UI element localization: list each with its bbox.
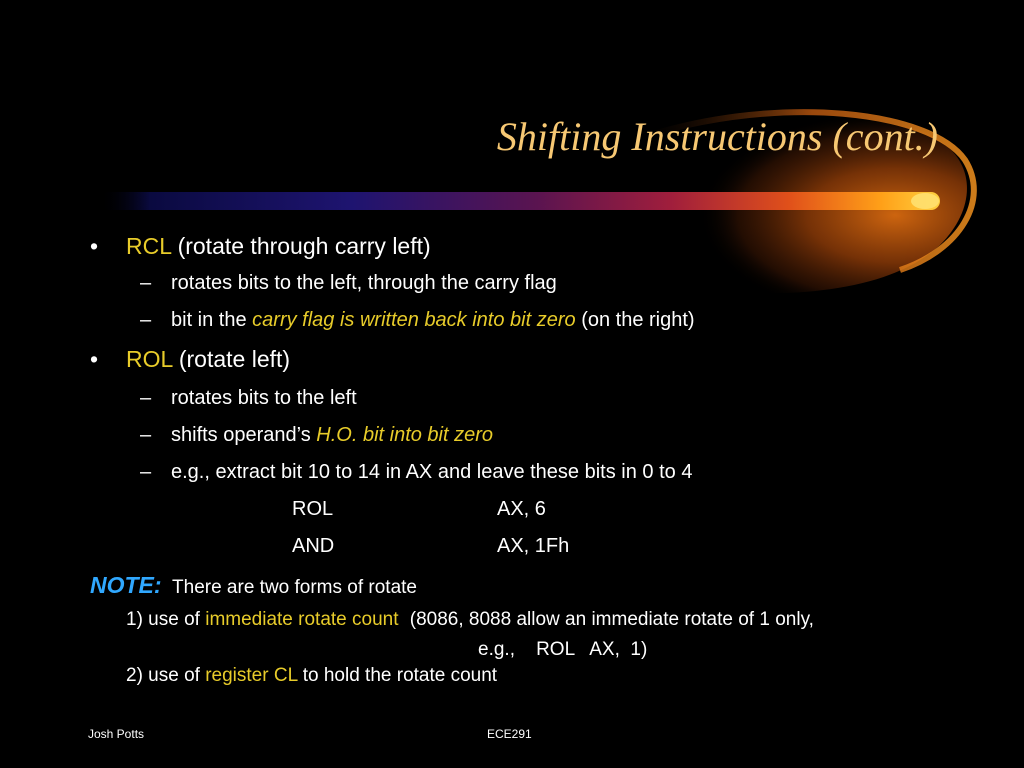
code-op-and: AND (292, 535, 335, 557)
bullet-icon: • (90, 233, 99, 259)
note-line-2 (126, 665, 497, 687)
dash-icon: – (140, 461, 152, 483)
note-label: NOTE: (90, 572, 162, 598)
dash-icon: – (140, 387, 152, 409)
bullet-icon: • (90, 346, 99, 372)
sub-bullet-rcl-2-pre: bit in the (171, 309, 247, 331)
note-line-1-highlight: immediate rotate count (205, 609, 399, 630)
note-line-1-post: (8086, 8088 allow an immediate rotate of 1 only, (409, 609, 814, 630)
note-line-1-pre: 1) use of (126, 609, 200, 630)
sub-bullet-rol-2 (171, 424, 493, 447)
bullet-rol-text: (rotate left) (178, 346, 291, 372)
sub-bullet-rcl-2-post: (on the right) (581, 309, 695, 331)
keyword-rcl: RCL (126, 233, 172, 259)
dash-icon: – (140, 309, 152, 331)
note-heading (90, 572, 417, 599)
footer-author: Josh Potts (88, 727, 145, 741)
note-line-1 (126, 609, 814, 631)
sub-bullet-rcl-2-highlight: carry flag is written back into bit zero (252, 309, 576, 331)
code-op-rol: ROL (292, 498, 334, 520)
keyword-rol: ROL (126, 346, 173, 372)
sub-bullet-rol-1: rotates bits to the left (171, 387, 357, 409)
note-line-2-highlight: register CL (205, 665, 298, 686)
sub-bullet-rol-3: e.g., extract bit 10 to 14 in AX and leave these bits in 0 to 4 (171, 461, 693, 483)
note-line-2-post: to hold the rotate count (302, 665, 498, 686)
note-line-2-pre: 2) use of (126, 665, 200, 686)
bullet-rcl-text: (rotate through carry left) (177, 233, 431, 259)
footer-course: ECE291 (487, 727, 532, 741)
sub-bullet-rol-2-highlight: H.O. bit into bit zero (316, 424, 494, 446)
code-args-rol: AX, 6 (497, 498, 546, 520)
note-text: There are two forms of rotate (172, 577, 418, 598)
bullet-rcl (126, 233, 431, 260)
note-line-1-continuation: e.g., ROL AX, 1) (478, 639, 648, 660)
sub-bullet-rol-2-pre: shifts operand’s (171, 424, 311, 446)
slide-title: Shifting Instructions (cont.) (496, 114, 938, 159)
dash-icon: – (140, 272, 152, 294)
sub-bullet-rcl-1: rotates bits to the left, through the carry flag (171, 272, 557, 294)
code-args-and: AX, 1Fh (497, 535, 570, 557)
sub-bullet-rcl-2 (171, 309, 695, 332)
dash-icon: – (140, 424, 152, 446)
bullet-rol (126, 346, 290, 373)
